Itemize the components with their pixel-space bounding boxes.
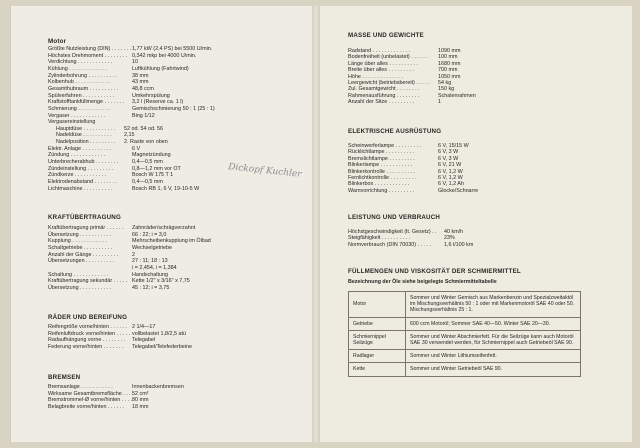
spec-value: 1 <box>438 99 441 106</box>
spec-label: Zündung . . . . . . . . . . . . <box>48 152 106 159</box>
spec-label: Warnvorrichtung . . . . . . . . . <box>348 187 415 194</box>
spec-row <box>48 105 215 113</box>
spec-label: Kupplung . . . . . . . . . . . . <box>48 238 107 245</box>
spec-value: 66 : 22; i = 3,0 <box>132 231 167 238</box>
spec-label: Schaltung . . . . . . . . . . . . <box>48 271 108 278</box>
spec-value: 23% <box>444 235 455 242</box>
spec-value: 100 mm <box>438 54 458 61</box>
spec-value: 38 mm <box>132 72 149 79</box>
spec-row <box>348 187 479 195</box>
spec-label: Zylinderbohrung . . . . . . . . . . <box>48 72 117 79</box>
spec-label: Übersetzung . . . . . . . . . . . <box>48 231 112 238</box>
spec-label: Verdichtung . . . . . . . . . . . . <box>48 59 113 66</box>
lubricant-row <box>349 330 581 349</box>
spec-row <box>48 185 200 193</box>
spec-row <box>48 231 167 239</box>
spec-row <box>48 258 168 265</box>
section-title-kraftuebertragung: KRAFTÜBERTRAGUNG <box>48 214 121 221</box>
lubricant-row <box>349 350 581 363</box>
schmiermittel-subtitle: Bezeichnung der Öle siehe beigelegte Schmiermitteltabelle <box>348 279 497 285</box>
spec-value: i = 2,454, i = 1,384 <box>132 264 177 271</box>
spec-value: 2 1/4—17 <box>132 324 156 330</box>
spec-label: Zul. Gesamtgewicht . . . . . . . . <box>348 86 420 93</box>
spec-value: 6 V, 3 W <box>438 155 459 162</box>
spec-label: Elektrodenabstand . . . . . . . . <box>48 179 117 185</box>
spec-label: Schaltgetriebe . . . . . . . . . . <box>48 244 113 251</box>
spec-value: 0,4—0,5 mm <box>132 179 163 185</box>
spec-label: Kühlung . . . . . . . . . . . . . <box>48 65 107 72</box>
spec-value: Innenbackenbremsen <box>132 384 184 390</box>
spec-row <box>48 52 197 60</box>
spec-label: Bodenfreiheit (unbelastet) . . . . . . <box>348 54 428 61</box>
spec-label: Breite über alles . . . . . . . . . <box>348 67 414 74</box>
spec-label: Größte Nutzleistung (DIN) . . . . . . . <box>48 46 132 52</box>
spec-label: Nadelposition . . . . . . . . . <box>56 139 116 146</box>
spec-value: 1,6 l/100 km <box>444 241 474 248</box>
spec-row <box>48 152 171 159</box>
spec-label: Kraftübertragung sekundär . . . . . <box>48 278 128 285</box>
spec-label: Radaufhängung vorne . . . . . . . . <box>48 337 126 344</box>
spec-value: vollbelastet 1,8/2,5 atü <box>132 330 186 337</box>
spec-value: 48,8 ccm <box>132 85 154 92</box>
spec-label: Kraftstofftankfüllmenge . . . . . . . <box>48 99 125 106</box>
spec-value: Bosch RB 1, 6 V, 19-10-5 W <box>132 185 200 192</box>
spec-label: Belagbreite vorne/hinten . . . . . . <box>48 403 125 410</box>
spec-row <box>48 132 135 139</box>
spec-label: Nadeldüse . . . . . . . . . . <box>56 132 112 139</box>
lubricant-part: Motor <box>349 292 406 318</box>
spec-value: 54 kg <box>438 80 452 86</box>
spec-value: 27 : 11; 18 : 13 <box>132 258 168 265</box>
spec-value: 6 V <box>132 145 141 152</box>
spec-row <box>48 384 184 391</box>
spec-label: Blinkerkontrolle . . . . . . . . . . <box>348 168 415 175</box>
spec-label: Anzahl der Sitze . . . . . . . . . <box>348 99 415 106</box>
spec-label: Höhe . . . . . . . . . . . . . . <box>348 73 403 80</box>
section-title-leistung: LEISTUNG UND VERBRAUCH <box>348 214 441 221</box>
spec-value: 0,4—0,5 mm <box>132 159 163 166</box>
lubricant-part: Getriebe <box>349 317 406 330</box>
spec-label: Bremslichtlampe . . . . . . . . . <box>348 155 415 162</box>
spec-value: Telegabel/Telefederbeine <box>132 343 192 350</box>
spec-value: 6 V, 15/15 W <box>438 143 469 149</box>
spec-value: 1,77 kW (2,4 PS) bei 5500 U/min. <box>132 46 213 52</box>
spec-label: Scheinwerferlampe . . . . . . . . . <box>348 143 422 149</box>
spec-row <box>48 343 192 351</box>
spec-row <box>48 179 163 186</box>
spec-label: Reifenluftdruck vorne/hinten . . . . . <box>48 330 131 337</box>
spec-value: 1680 mm <box>438 60 461 67</box>
spec-row <box>48 159 163 166</box>
lubricant-row <box>349 317 581 330</box>
spec-label: Leergewicht (betriebsbereit) . . . . . <box>348 80 430 86</box>
spec-row <box>48 172 174 179</box>
spec-value: Telegabel <box>132 337 156 344</box>
spec-label: Hauptdüse . . . . . . . . . . . <box>56 125 116 132</box>
spec-value: 52 od. 54 od. 56 <box>124 125 163 132</box>
spec-row <box>48 59 138 66</box>
spec-value: 2,15 <box>124 132 135 139</box>
spec-value: Kette 1/2" x 3/16" x 7,75 <box>132 278 190 285</box>
spec-label: Höchstgeschwindigkeit (lt. Gesetz) . . <box>348 229 437 235</box>
spec-label: Zündkerze . . . . . . . . . . . <box>48 172 107 179</box>
spec-label: Kraftübertragung primär . . . . . . <box>48 225 124 231</box>
spec-label: Radstand . . . . . . . . . . . . . <box>348 48 411 54</box>
spec-label: Blinkerlampe . . . . . . . . . . . <box>348 162 413 169</box>
spec-label: Gesamthubraum . . . . . . . . . . <box>48 85 119 92</box>
spec-row <box>48 65 189 73</box>
spec-value: 18 mm <box>132 403 149 410</box>
spec-value: 1090 mm <box>438 48 461 54</box>
spec-label: Steigfähigkeit . . . . . . . . . . <box>348 235 411 242</box>
spec-label: Fernlichtkontrolle . . . . . . . . . <box>348 175 417 181</box>
spec-value: Magnetzündung <box>132 152 171 159</box>
spec-label: Übersetzungen . . . . . . . . . . <box>48 258 115 265</box>
lubricant-table <box>348 291 581 377</box>
spec-row <box>48 403 149 411</box>
spec-label: Länge über alles . . . . . . . . . . <box>348 60 418 67</box>
section-title-schmiermittel: FÜLLMENGEN UND VISKOSITÄT DER SCHMIERMITTEL <box>348 268 521 275</box>
spec-value: Bosch W 175 T 1 <box>132 172 174 179</box>
lubricant-desc: 600 ccm Motoröl; Sommer SAE 40—50. Winter SAE 20—30. <box>406 317 581 330</box>
spec-label: Lichtmaschine . . . . . . . . . . <box>48 185 113 192</box>
spec-label: Kolbenhub . . . . . . . . . . . . <box>48 79 110 86</box>
spec-value: Mehrscheibenkupplung im Ölbad <box>132 238 211 245</box>
spec-row <box>48 284 170 292</box>
spec-value: Bing 1/12 <box>132 112 155 119</box>
spec-row <box>48 85 154 93</box>
spec-label: Reifengröße vorne/hinten . . . . . . <box>48 324 127 330</box>
spec-row <box>48 238 211 245</box>
spec-label: Vergaser . . . . . . . . . . . . <box>48 112 106 119</box>
lubricant-part: Schmiernippel Seilzüge <box>349 330 406 349</box>
spec-value: 6 V, 1,2 Ah <box>438 181 464 188</box>
section-title-elektrisch: ELEKTRISCHE AUSRÜSTUNG <box>348 128 442 135</box>
spec-label: Bremsanlage . . . . . . . . . . . <box>48 384 113 390</box>
spec-value: Glocke/Schnarre <box>438 187 479 194</box>
spec-label: Anzahl der Gänge . . . . . . . . . <box>48 251 119 258</box>
spec-label: Rücklichtlampe . . . . . . . . . . <box>348 149 415 156</box>
spec-row <box>48 390 149 398</box>
handwritten-note: Dickopf Kuchler <box>227 162 302 180</box>
spec-row <box>48 119 95 126</box>
spec-label: Schmierung . . . . . . . . . . . <box>48 105 110 112</box>
spec-label: Normverbrauch (DIN 70030) . . . . . <box>348 241 431 248</box>
spec-value: 6 V, 3 W <box>438 149 459 156</box>
spec-label: Elektr. Anlage . . . . . . . . . . <box>48 145 111 152</box>
spec-row <box>48 112 155 120</box>
spec-value: 6 V, 21 W <box>438 162 462 169</box>
spec-row <box>48 145 141 153</box>
spec-row <box>48 324 156 331</box>
spec-label: Übersetzung . . . . . . . . . . . <box>48 284 112 291</box>
spec-value: 80 mm <box>132 397 149 404</box>
lubricant-desc: Sommer und Winter Getriebeöl SAE 90. <box>406 363 581 376</box>
lubricant-desc: Sommer und Winter Lithiumseifenfett. <box>406 350 581 363</box>
spec-value: 2. Raste von oben <box>124 139 168 146</box>
spec-row <box>48 46 213 53</box>
spec-value: Zahnräder/schrägverzahnt <box>132 225 196 231</box>
spec-value: 52 cm² <box>132 390 149 397</box>
spec-row <box>348 241 474 249</box>
spec-value: 40 km/h <box>444 229 464 235</box>
spec-row <box>348 99 441 106</box>
lubricant-row <box>349 363 581 376</box>
spec-row <box>48 225 196 232</box>
spec-label: Federung vorne/hinten . . . . . . . <box>48 343 124 350</box>
spec-row <box>48 79 149 86</box>
section-title-bremsen: BREMSEN <box>48 374 81 381</box>
spec-label: Vergasereinstellung <box>48 119 96 126</box>
spec-value: 6 V, 1,2 W <box>438 168 463 175</box>
spec-value: Wechselgetriebe <box>132 244 173 251</box>
lubricant-desc: Sommer und Winter Abschmierfett. Für die Seilzüge kann auch Motoröl SAE 30 verwendet werden, für Schmiernippel auch Getriebeöl SAE 90. <box>406 330 581 349</box>
section-title-masse: MASSE UND GEWICHTE <box>348 32 424 39</box>
section-title-motor: Motor <box>48 38 67 45</box>
spec-label: Spülverfahren . . . . . . . . . . . <box>48 92 115 99</box>
spec-value: 45 : 12; i = 3,75 <box>132 284 170 291</box>
spec-value: Luftkühlung (Fahrtwind) <box>132 65 189 72</box>
spec-label: Bremstrommel-Ø vorne/hinten . . . . <box>48 397 133 404</box>
lubricant-part: Radlager <box>349 350 406 363</box>
spec-value: 1050 mm <box>438 73 461 80</box>
spec-row <box>48 330 186 338</box>
spec-label: Blinkerbox . . . . . . . . . . . . <box>348 181 410 188</box>
spec-value: Umkehrspülung <box>132 92 170 99</box>
spec-row <box>48 278 190 285</box>
spec-value: 150 kg <box>438 86 455 93</box>
spec-value: 0,342 mkp bei 4000 U/min. <box>132 52 197 59</box>
spec-label: Höchstes Drehmoment . . . . . . . . <box>48 52 128 59</box>
section-title-raeder: RÄDER UND BEREIFUNG <box>48 314 128 321</box>
lubricant-desc: Sommer und Winter Gemisch aus Markenbenzin und Spezialzweitaktöl im Mischungsverhältnis 50 : 1 oder mit Markenmotoröl SAE 40 oder 50. Mischungsverhältnis 25 : 1. <box>406 292 581 318</box>
spec-row <box>48 244 173 252</box>
spec-row <box>48 337 156 344</box>
spec-row <box>48 99 184 106</box>
spec-value: 43 mm <box>132 79 149 86</box>
spec-label: Wirksame Gesamtbremsfläche . . . . <box>48 390 134 397</box>
spec-label: Unterbrecherabhub . . . . . . . . <box>48 159 119 166</box>
spec-value: Handschaltung <box>132 271 168 278</box>
page-fold <box>312 6 320 442</box>
spec-value: Gemischschmierung 50 : 1 (25 : 1) <box>132 105 215 112</box>
spec-row <box>48 125 163 133</box>
spec-value: Schalenrahmen <box>438 92 476 99</box>
spec-label: Rahmenausführung . . . . . . . . <box>348 92 420 99</box>
spec-row <box>48 92 170 100</box>
spec-value: 0,8—1,2 mm vor OT <box>132 165 181 172</box>
lubricant-part: Kette <box>349 363 406 376</box>
spec-value: 10 <box>132 59 138 66</box>
spec-row <box>48 271 168 279</box>
spec-row <box>48 72 149 80</box>
spec-value: 700 mm <box>438 67 458 74</box>
spec-label: Zündeinstellung . . . . . . . . . <box>48 165 114 172</box>
spec-value: 2 <box>132 251 135 258</box>
spec-value: 6 V, 1,2 W <box>438 175 463 181</box>
spec-value: 3,2 l (Reserve ca. 1 l) <box>132 99 184 106</box>
spec-row <box>48 139 168 146</box>
spec-row <box>48 397 149 404</box>
lubricant-row <box>349 292 581 318</box>
spec-row <box>48 165 181 173</box>
